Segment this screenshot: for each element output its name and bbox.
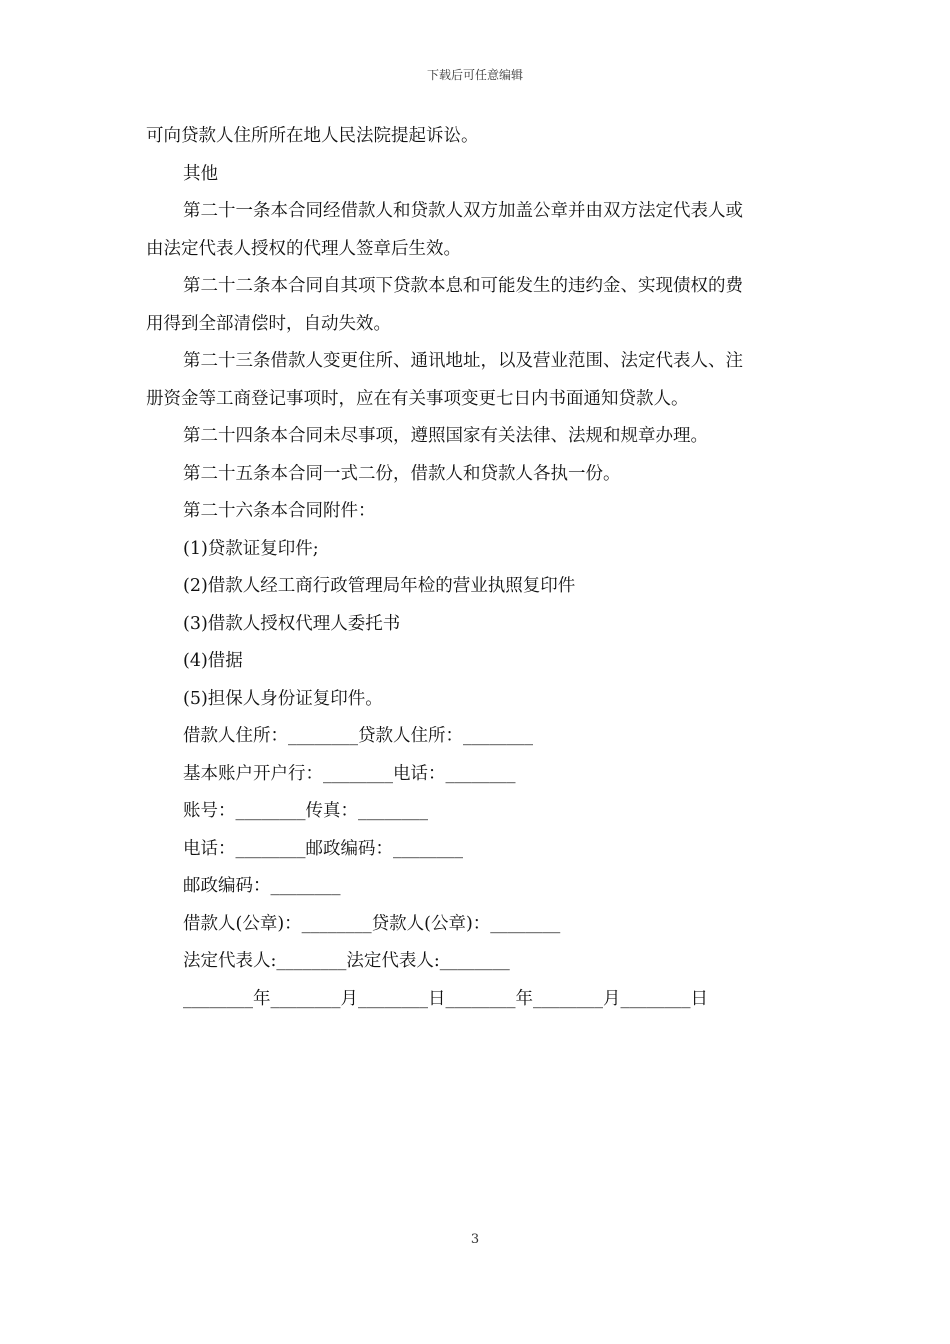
- paragraph-4: 第二十二条本合同自其项下贷款本息和可能发生的违约金、实现债权的费 用得到全部清偿时，自动失效。: [146, 276, 743, 334]
- attachment-item-5: (5)担保人身份证复印件。: [183, 688, 383, 709]
- signature-line-postal: 邮政编码：________: [183, 876, 341, 896]
- signature-line-seal: 借款人(公章)：________贷款人(公章)：________: [183, 913, 561, 934]
- signature-line-bank: 基本账户开户行：________电话：________: [183, 763, 516, 784]
- paragraph-7: 第二十五条本合同一式二份，借款人和贷款人各执一份。: [183, 463, 621, 484]
- attachment-item-3: (3)借款人授权代理人委托书: [183, 613, 401, 634]
- paragraph-2: 其他: [183, 163, 218, 184]
- paragraph-1: 可向贷款人住所所在地人民法院提起诉讼。: [146, 126, 479, 146]
- paragraph-3: 第二十一条本合同经借款人和贷款人双方加盖公章并由双方法定代表人或 由法定代表人授权的代理人签章后生效。: [146, 201, 743, 259]
- page-number: 3: [470, 1232, 480, 1247]
- signature-line-date: ________年________月________日________年________月________日: [183, 988, 708, 1009]
- paragraph-5: 第二十三条借款人变更住所、通讯地址，以及营业范围、法定代表人、注 册资金等工商登记事项时，应在有关事项变更七日内书面通知贷款人。: [146, 351, 743, 409]
- document-body: [146, 118, 811, 1018]
- paragraph-8: 第二十六条本合同附件：: [183, 501, 376, 521]
- paragraph-6: 第二十四条本合同未尽事项，遵照国家有关法律、法规和规章办理。: [183, 426, 708, 446]
- signature-line-phone: 电话：________邮政编码：________: [183, 838, 463, 859]
- page-header: 下载后可任意编辑: [426, 68, 523, 82]
- attachment-item-1: (1)贷款证复印件;: [183, 538, 319, 559]
- signature-line-address: 借款人住所：________贷款人住所：________: [183, 726, 533, 746]
- signature-line-account: 账号：________传真：________: [183, 801, 428, 821]
- attachment-item-2: (2)借款人经工商行政管理局年检的营业执照复印件: [183, 576, 576, 596]
- attachment-item-4: (4)借据: [183, 651, 243, 671]
- signature-line-representative: 法定代表人:________法定代表人:________: [183, 951, 510, 971]
